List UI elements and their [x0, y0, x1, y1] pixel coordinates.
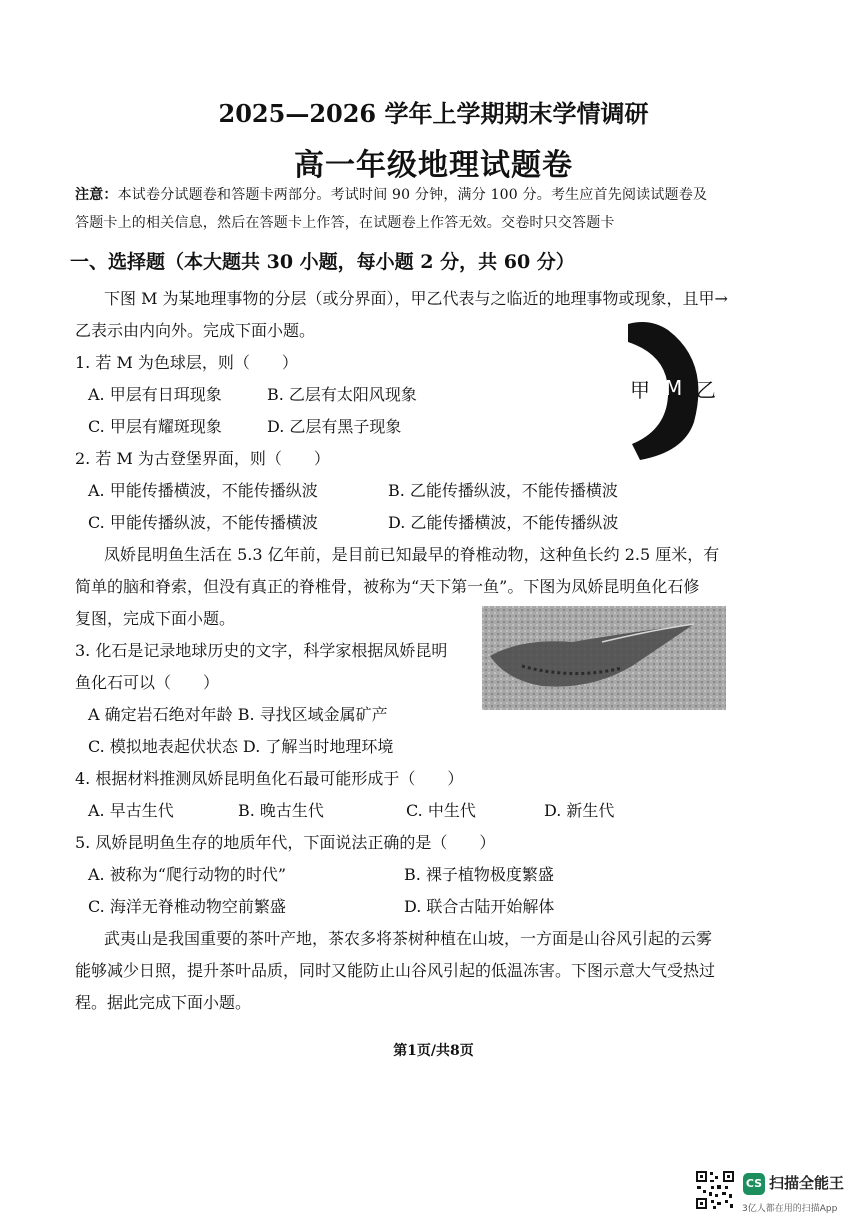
q2-option-a: A. 甲能传播横波，不能传播纵波: [88, 481, 318, 500]
intro2-line-2: 简单的脑和脊索，但没有真正的脊椎骨，被称为“天下第一鱼”。下图为凤娇昆明鱼化石修: [75, 577, 700, 596]
q3-options-cd: C. 模拟地表起伏状态 D. 了解当时地理环境: [88, 737, 394, 756]
q5-option-a: A. 被称为“爬行动物的时代”: [88, 865, 287, 884]
notice-label: 注意：: [75, 187, 118, 203]
intro1-line-2: 乙表示由内向外。完成下面小题。: [75, 321, 316, 340]
q2-option-b: B. 乙能传播纵波，不能传播横波: [388, 481, 618, 500]
fossil-drawing: [482, 606, 726, 710]
q5-stem: 5. 凤娇昆明鱼生存的地质年代，下面说法正确的是（ ）: [75, 833, 496, 852]
q2-option-c: C. 甲能传播纵波，不能传播横波: [88, 513, 318, 532]
exam-subtitle: 高一年级地理试题卷: [294, 148, 573, 183]
q3-options-ab: A 确定岩石绝对年龄 B. 寻找区域金属矿产: [88, 705, 388, 724]
q1-option-b: B. 乙层有太阳风现象: [267, 385, 417, 404]
intro2-line-1: 凤娇昆明鱼生活在 5.3 亿年前，是目前已知最早的脊椎动物，这种鱼长约 2.5 厘米，有: [104, 545, 720, 564]
q3-stem-line-1: 3. 化石是记录地球历史的文字，科学家根据凤娇昆明: [75, 641, 448, 660]
q1-option-a: A. 甲层有日珥现象: [88, 385, 222, 404]
intro3-line-2: 能够减少日照，提升茶叶品质，同时又能防止山谷风引起的低温冻害。下图示意大气受热过: [75, 961, 716, 980]
q2-stem: 2. 若 M 为古登堡界面，则（ ）: [75, 449, 330, 468]
q3-stem-line-2: 鱼化石可以（ ）: [75, 673, 220, 692]
notice-line-2: 答题卡上的相关信息，然后在答题卡上作答，在试题卷上作答无效。交卷时只交答题卡: [75, 215, 615, 231]
intro2-line-3: 复图，完成下面小题。: [75, 609, 236, 628]
intro3-line-3: 程。据此完成下面小题。: [75, 993, 252, 1012]
q4-option-a: A. 早古生代: [88, 801, 174, 820]
q4-stem: 4. 根据材料推测凤娇昆明鱼化石最可能形成于（ ）: [75, 769, 464, 788]
section-title: 一、选择题（本大题共 30 小题，每小题 2 分，共 60 分）: [70, 251, 575, 273]
intro1-line-1: 下图 M 为某地理事物的分层（或分界面），甲乙代表与之临近的地理事物或现象，且甲→: [104, 289, 728, 308]
scanner-app-name: 扫描全能王: [769, 1174, 845, 1192]
label-jia: 甲: [630, 378, 650, 402]
q4-option-b: B. 晚古生代: [238, 801, 324, 820]
scanner-tagline: 3亿人都在用的扫描App: [742, 1204, 838, 1214]
q1-option-d: D. 乙层有黑子现象: [267, 417, 402, 436]
fossil-image: [482, 606, 726, 710]
q5-option-c: C. 海洋无脊椎动物空前繁盛: [88, 897, 286, 916]
q1-stem: 1. 若 M 为色球层，则（ ）: [75, 353, 298, 372]
intro3-line-1: 武夷山是我国重要的茶叶产地，茶农多将茶树种植在山坡，一方面是山谷风引起的云雾: [104, 929, 713, 948]
exam-title: 2025—2026 学年上学期期末学情调研: [218, 99, 649, 128]
q5-option-b: B. 裸子植物极度繁盛: [404, 865, 554, 884]
q2-option-d: D. 乙能传播横波，不能传播纵波: [388, 513, 619, 532]
label-m: M: [665, 376, 683, 400]
q4-option-d: D. 新生代: [544, 801, 615, 820]
q5-option-d: D. 联合古陆开始解体: [404, 897, 555, 916]
qr-code-icon: [695, 1170, 735, 1210]
q1-option-c: C. 甲层有耀斑现象: [88, 417, 222, 436]
notice-line-1: 注意：本试卷分试题卷和答题卡两部分。考试时间 90 分钟，满分 100 分。考生应首先阅读试题卷及: [75, 187, 708, 203]
label-yi: 乙: [696, 378, 716, 402]
q4-option-c: C. 中生代: [406, 801, 476, 820]
scanner-logo-icon: CS: [743, 1173, 765, 1195]
page-number: 第1页/共8页: [393, 1043, 474, 1059]
